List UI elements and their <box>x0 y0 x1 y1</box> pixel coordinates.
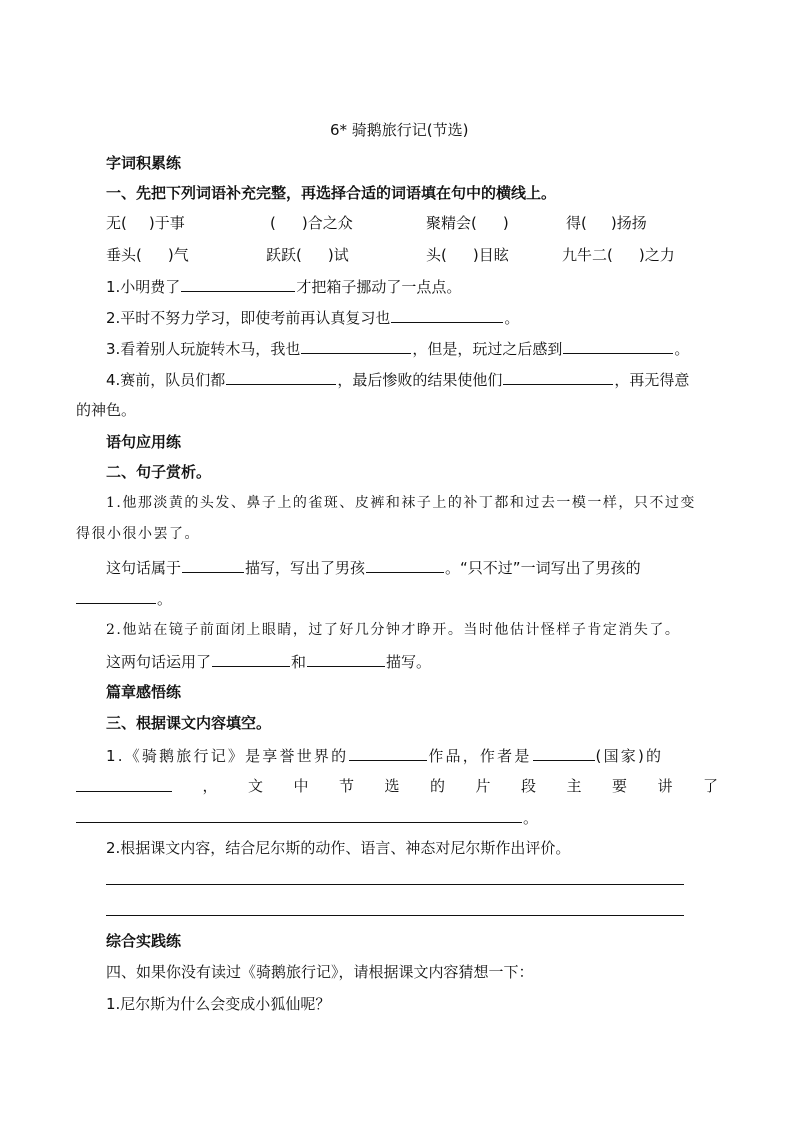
blank[interactable] <box>76 588 156 604</box>
question-4-title: 四、如果你没有读过《骑鹅旅行记》，请根据课文内容猜想一下： <box>106 963 534 981</box>
idiom-6: 跃跃( )试 <box>266 246 349 264</box>
passage-1-question: 这句话属于 描写，写出了男孩 。“只不过”一词写出了男孩的 <box>106 559 641 577</box>
idiom-8: 九牛二( )之力 <box>562 246 675 264</box>
fill-1-line-2: ， 文 中 节 选 的 片 段 主 要 讲 了 <box>76 776 718 796</box>
blank[interactable] <box>76 776 172 792</box>
blank[interactable] <box>533 745 595 761</box>
passage-1-line-2: 得很小很小罢了。 <box>76 526 200 542</box>
idiom-5: 垂头( )气 <box>106 246 189 264</box>
blank[interactable] <box>226 369 336 385</box>
passage-1-question-continued: 。 <box>76 588 172 609</box>
blank[interactable] <box>181 276 295 292</box>
section-heading-practice: 综合实践练 <box>106 932 182 950</box>
passage-2: 2.他站在镜子前面闭上眼睛，过了好几分钟才睁开。当时他估计怪样子肯定消失了。 <box>106 622 681 638</box>
idiom-2: ( )合之众 <box>270 214 353 232</box>
idiom-4: 得( )扬扬 <box>566 214 647 232</box>
page-title: 6* 骑鹅旅行记(节选) <box>330 121 469 139</box>
question-3-title: 三、根据课文内容填空。 <box>106 714 272 732</box>
section-heading-vocabulary: 字词积累练 <box>106 154 182 172</box>
fill-1-line-3: 。 <box>76 807 538 828</box>
section-heading-sentences: 语句应用练 <box>106 433 182 451</box>
idiom-3: 聚精会( ) <box>426 214 509 232</box>
question-2-title: 二、句子赏析。 <box>106 463 212 481</box>
sentence-1: 1.小明费了 才把箱子挪动了一点点。 <box>106 278 462 296</box>
blank[interactable] <box>182 557 244 573</box>
question-1-title: 一、先把下列词语补充完整，再选择合适的词语填在句中的横线上。 <box>106 184 557 202</box>
blank[interactable] <box>349 745 427 761</box>
blank[interactable] <box>76 807 522 823</box>
idiom-7: 头( )目眩 <box>426 246 509 264</box>
answer-line[interactable] <box>106 915 684 916</box>
blank[interactable] <box>563 338 673 354</box>
sentence-2: 2.平时不努力学习，即使考前再认真复习也 。 <box>106 309 520 327</box>
blank[interactable] <box>503 369 613 385</box>
guess-1: 1.尼尔斯为什么会变成小狐仙呢？ <box>106 995 331 1013</box>
sentence-3: 3.看着别人玩旋转木马，我也 ，但是，玩过之后感到 。 <box>106 340 690 358</box>
blank[interactable] <box>212 651 290 667</box>
answer-line[interactable] <box>106 884 684 885</box>
blank[interactable] <box>366 557 444 573</box>
section-heading-passage: 篇章感悟练 <box>106 683 182 701</box>
blank[interactable] <box>301 338 411 354</box>
blank[interactable] <box>307 651 385 667</box>
blank[interactable] <box>391 307 503 323</box>
sentence-4-continued: 的神色。 <box>76 401 137 419</box>
sentence-4: 4.赛前，队员们都 ，最后惨败的结果使他们 ，再无得意 <box>106 371 690 389</box>
passage-2-question: 这两句话运用了 和 描写。 <box>106 653 432 671</box>
fill-2: 2.根据课文内容，结合尼尔斯的动作、语言、神态对尼尔斯作出评价。 <box>106 839 571 857</box>
idiom-1: 无( )于事 <box>106 214 185 232</box>
fill-1-line-1: 1.《骑鹅旅行记》是享誉世界的 作品，作者是 (国家)的 <box>106 747 664 765</box>
passage-1-line-1: 1.他那淡黄的头发、鼻子上的雀斑、皮裤和袜子上的补丁都和过去一模一样，只不过变 <box>106 495 696 511</box>
